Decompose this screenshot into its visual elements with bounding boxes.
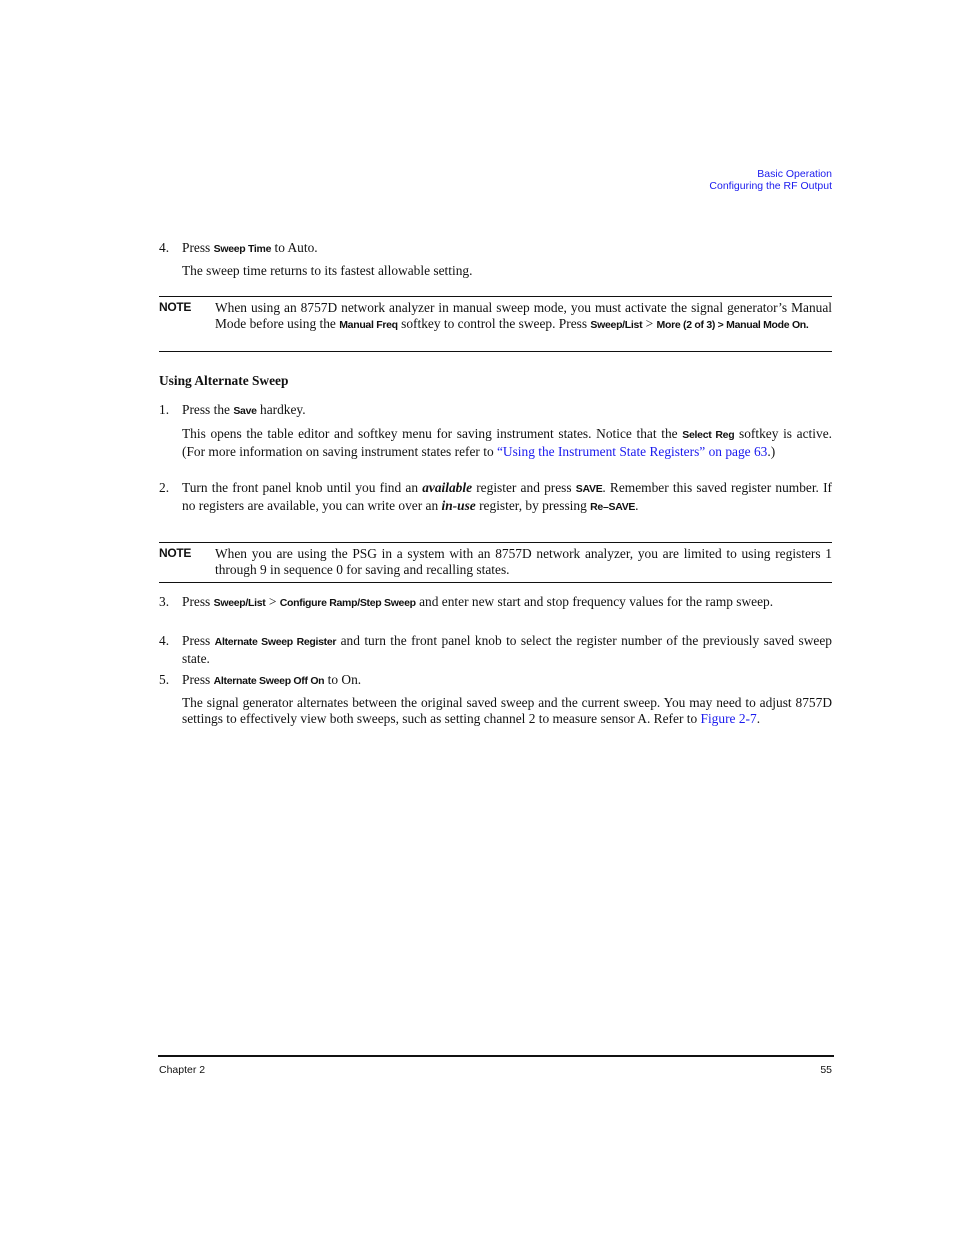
step-number: 1. <box>159 402 170 417</box>
page-number: 55 <box>820 1064 832 1076</box>
body-text: to On. <box>324 672 362 687</box>
softkey-label: Sweep/List <box>213 597 266 609</box>
note-text <box>215 546 832 577</box>
softkey-label: Sweep Time <box>213 243 272 255</box>
cross-reference-link[interactable]: Figure 2-7 <box>700 710 757 726</box>
softkey-label: Sweep/List <box>590 318 643 331</box>
note-rule-top <box>159 296 832 297</box>
note-text <box>215 300 832 333</box>
step-text <box>182 672 832 690</box>
softkey-label: More (2 of 3) > Manual Mode On. <box>656 318 809 331</box>
body-text: Press <box>182 240 214 255</box>
step-number: 4. <box>159 633 170 648</box>
step-result <box>182 695 832 726</box>
step-number: 4. <box>159 240 170 255</box>
note-rule-bottom <box>159 582 832 583</box>
body-text: hardkey. <box>256 402 306 417</box>
cross-reference-link[interactable]: “Using the Instrument State Registers” on page 63 <box>496 443 768 459</box>
body-text: When using an 8757D network analyzer in manual sweep mode, you must activate the signal generator’s Manual Mode before using the <box>215 300 832 331</box>
softkey-label: Save <box>233 405 257 417</box>
body-text: The sweep time returns to its fastest allowable setting. <box>182 263 473 278</box>
step-number: 3. <box>159 594 170 609</box>
step-number: 2. <box>159 480 170 495</box>
note-rule-top <box>159 542 832 543</box>
step-text <box>182 480 832 515</box>
body-text: This opens the table editor and softkey menu for saving instrument states. Notice that the <box>182 426 683 441</box>
footer-chapter: Chapter 2 <box>159 1064 206 1076</box>
step-text <box>182 240 832 258</box>
step-number: 5. <box>159 672 170 687</box>
body-text: softkey is active. (For more information on saving instrument states refer to <box>182 426 832 459</box>
section-heading: Using Alternate Sweep <box>159 373 289 388</box>
softkey-label: Manual Freq <box>339 318 398 331</box>
softkey-label: Alternate Sweep Off On <box>213 675 325 687</box>
step-text <box>182 594 832 612</box>
note-label: NOTE <box>159 300 192 314</box>
emphasis-text: in-use <box>441 497 476 513</box>
body-text: Press <box>182 672 214 687</box>
footer-rule <box>158 1055 834 1057</box>
header-section: Basic Operation <box>757 168 832 180</box>
note-rule-bottom <box>159 351 832 352</box>
header-subsection: Configuring the RF Output <box>709 180 832 192</box>
body-text: Turn the front panel knob until you find an <box>182 480 423 495</box>
body-text: . <box>635 497 639 513</box>
running-header <box>709 168 832 192</box>
body-text: Press <box>182 594 214 609</box>
softkey-label: SAVE <box>575 483 603 495</box>
emphasis-text: available <box>422 480 473 495</box>
body-text: . <box>756 710 761 726</box>
body-text: Press the <box>182 402 234 417</box>
body-text: register, by pressing <box>475 497 591 513</box>
body-text: Press <box>182 633 215 648</box>
body-text: to Auto. <box>271 240 318 255</box>
note-label: NOTE <box>159 546 192 560</box>
body-text: . Remember this saved register number. If no registers are available, you can write over an <box>182 480 832 513</box>
body-text: and enter new start and stop frequency values for the ramp sweep. <box>415 594 774 609</box>
body-text: and turn the front panel knob to select the register number of the previously saved sweep state. <box>182 633 832 666</box>
step-text <box>182 633 832 666</box>
step-text <box>182 402 832 420</box>
softkey-label: Select Reg <box>682 429 735 441</box>
body-text: The signal generator alternates between the original saved sweep and the current sweep. You may need to adjust 8757D settings to effectively view both sweeps, such as setting channel 2 to measure sensor A. Refer to <box>182 695 832 726</box>
body-text: softkey to control the sweep. Press <box>397 315 591 331</box>
body-text: > <box>265 594 280 609</box>
step-result <box>182 263 832 279</box>
body-text: > <box>642 315 657 331</box>
softkey-label: Configure Ramp/Step Sweep <box>279 597 416 609</box>
step-result <box>182 426 832 459</box>
body-text: .) <box>767 443 776 459</box>
body-text: When you are using the PSG in a system with an 8757D network analyzer, you are limited to using registers 1 through 9 in sequence 0 for saving and recalling states. <box>215 546 832 577</box>
body-text: register and press <box>472 480 576 495</box>
softkey-label: Alternate Sweep Register <box>214 636 337 648</box>
softkey-label: Re–SAVE <box>590 500 636 513</box>
